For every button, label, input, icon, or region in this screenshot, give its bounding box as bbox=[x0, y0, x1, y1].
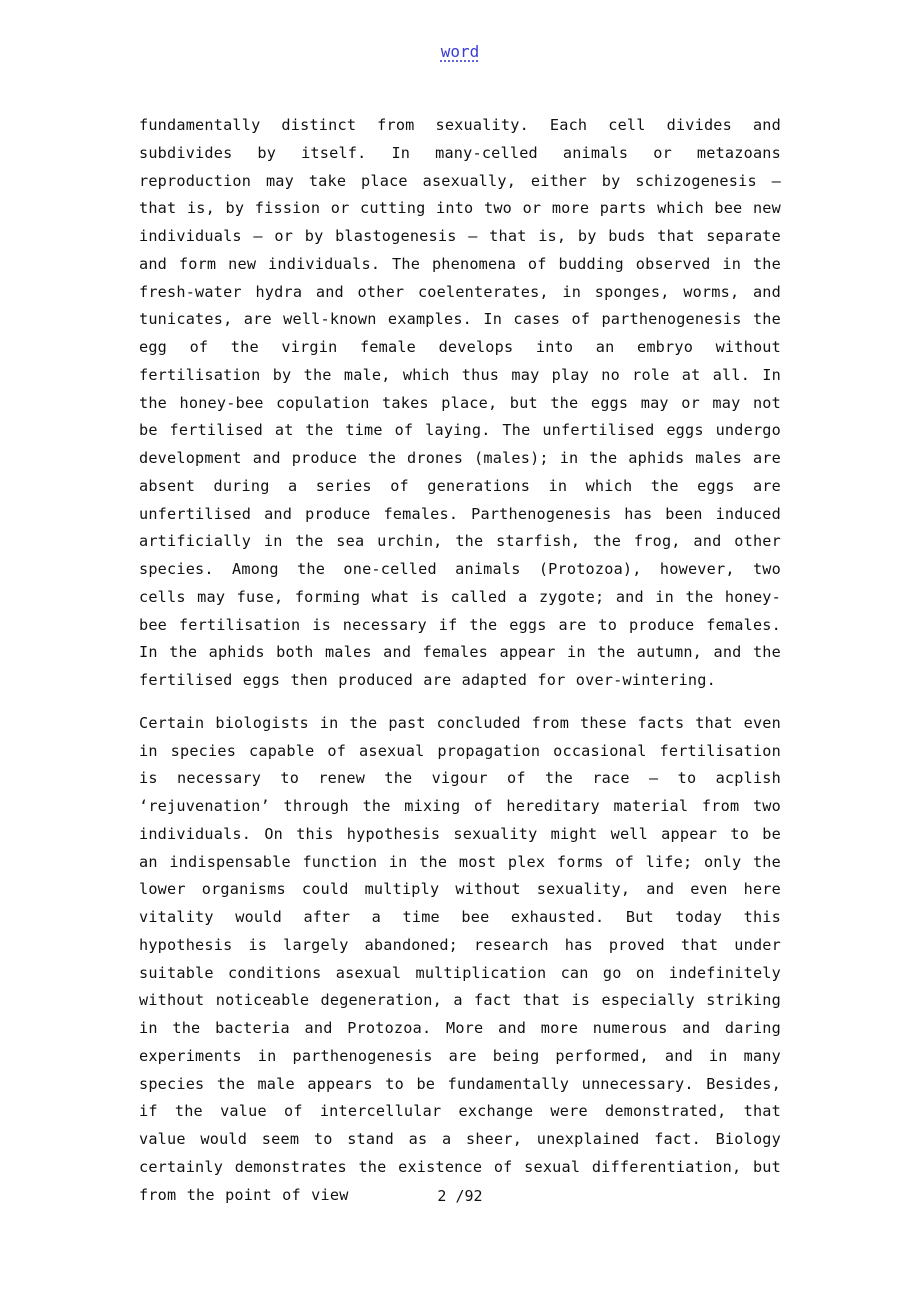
page-number: 2 /92 bbox=[437, 1187, 483, 1205]
paragraph-2: Certain biologists in the past concluded from these facts that even in species capable of asexual propagation occasional fertilisation is necessary to renew the vigour of the race – to acplish ‘rejuvenation’ through the mixing of hereditary material from two individuals. On this hypothesis sexuality might well appear to be an indispensable function in the most plex forms of life; only the lower organisms could multiply without sexuality, and even here vitality would after a time bee exhausted. But today this hypothesis is largely abandoned; research has proved that under suitable conditions asexual multiplication can go on indefinitely without noticeable degeneration, a fact that is especially striking in the bacteria and Protozoa. More and more numerous and daring experiments in parthenogenesis are being performed, and in many species the male appears to be fundamentally unnecessary. Besides, if the value of intercellular exchange were demonstrated, that value would seem to stand as a sheer, unexplained fact. Biology certainly demonstrates the existence of sexual differentiation, but from the point of view bbox=[139, 713, 781, 1204]
document-body bbox=[139, 112, 781, 1209]
header-word-link[interactable]: word bbox=[440, 42, 480, 61]
page-header bbox=[0, 40, 920, 64]
paragraph-1: fundamentally distinct from sexuality. Each cell divides and subdivides by itself. In many-celled animals or metazoans reproduction may take place asexually, either by schizogenesis – that is, by fission or cutting into two or more parts which bee new individuals – or by blastogenesis – that is, by buds that separate and form new individuals. The phenomena of budding observed in the fresh-water hydra and other coelenterates, in sponges, worms, and tunicates, are well-known examples. In cases of parthenogenesis the egg of the virgin female develops into an embryo without fertilisation by the male, which thus may play no role at all. In the honey-bee copulation takes place, but the eggs may or may not be fertilised at the time of laying. The unfertilised eggs undergo development and produce the drones (males); in the aphids males are absent during a series of generations in which the eggs are unfertilised and produce females. Parthenogenesis has been induced artificially in the sea urchin, the starfish, the frog, and other species. Among the one-celled animals (Protozoa), however, two cells may fuse, forming what is called a zygote; and in the honey-bee fertilisation is necessary if the eggs are to produce females. In the aphids both males and females appear in the autumn, and the fertilised eggs then produced are adapted for over-wintering. bbox=[139, 116, 781, 689]
